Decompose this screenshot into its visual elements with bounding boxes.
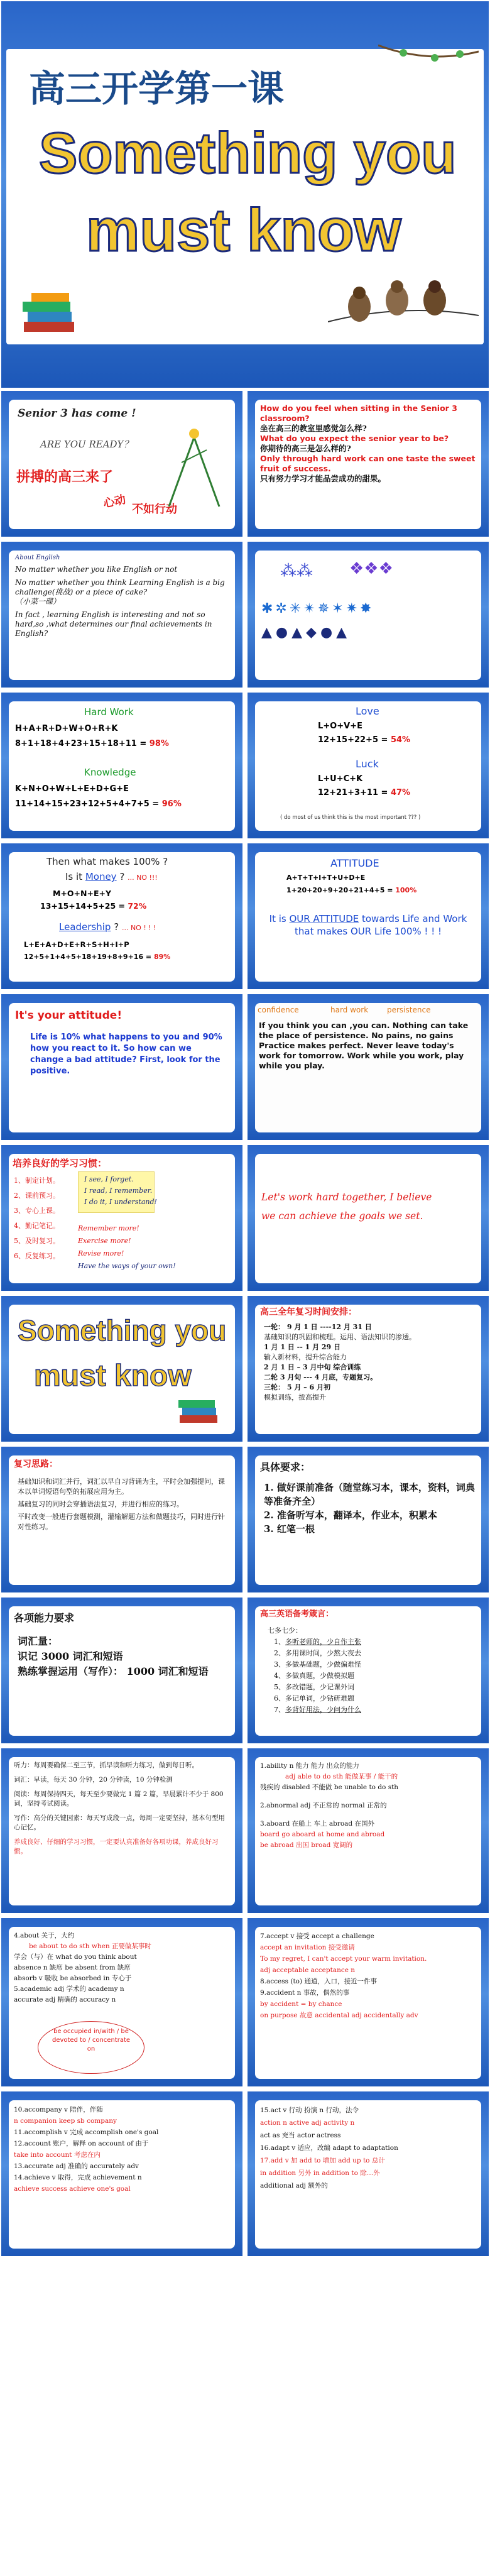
vocab-accompany-line-8: achieve success achieve one's goal bbox=[14, 2185, 131, 2193]
vocab-act-line-5: 17.add v 加 add to 增加 add up to 总计 bbox=[260, 2157, 385, 2164]
love-letters: L+O+V+E bbox=[318, 721, 362, 731]
motto-4: 4、多做真题，少做模拟题 bbox=[274, 1672, 354, 1680]
vocab-master: 熟练掌握运用（写作）： 1000 词汇和短语 bbox=[18, 1665, 209, 1677]
review-item-5: 2 月 1 日 – 3 月中旬 综合训练 bbox=[264, 1363, 361, 1371]
vocab-ability-line-5: 3.aboard 在船上 车上 abroad 在国外 bbox=[260, 1820, 374, 1828]
vocab-accept-card bbox=[255, 1927, 481, 2079]
requirement-2: 2. 准备听写本，翻译本，作业本，积累本 bbox=[264, 1510, 437, 1521]
vocab-act-line-1: 15.act v 行动 扮演 n 行动，法令 bbox=[260, 2107, 359, 2114]
hardwork-value: 98% bbox=[149, 739, 169, 748]
persistence-card bbox=[255, 1003, 481, 1132]
note-line1: I see, I forget. bbox=[84, 1175, 134, 1183]
attitude-card bbox=[255, 852, 481, 982]
money-question: Is it Money ? ... NO !!! bbox=[65, 871, 158, 882]
slide-requirements bbox=[248, 1447, 489, 1592]
word-confidence: confidence bbox=[258, 1006, 299, 1014]
requirement-1: 1. 做好课前准备（随堂练习本，课本，资料，词典等准备齐全） bbox=[264, 1482, 475, 1507]
motto-2: 2、多用课时间，少熬大夜去 bbox=[274, 1649, 361, 1657]
vocab-accompany-line-2: n companion keep sb company bbox=[14, 2117, 117, 2125]
title-english-line2: must know bbox=[86, 197, 401, 264]
about-english-p2: No matter whether you think Learning English is a big challenge(挑战) or a piece of cake? bbox=[15, 578, 225, 596]
skill-habits: 养成良好、仔细的学习习惯，一定要认真准备好各项功课，养成良好习惯。 bbox=[14, 1838, 219, 1855]
own-ways: Have the ways of your own! bbox=[78, 1262, 176, 1270]
title-repeat-line2: must know bbox=[34, 1359, 192, 1393]
vocab-accept-list bbox=[260, 1931, 476, 2021]
review-schedule-list bbox=[264, 1322, 475, 1403]
vocab-accompany-line-7: 14.achieve v 取得，完成 achievement n bbox=[14, 2174, 142, 2181]
badge-heart: 心动 bbox=[102, 493, 128, 511]
review-item-3: 1 月 1 日 -- 1 月 29 日 bbox=[264, 1343, 341, 1351]
vocab-about-line-4: absence n 缺席 be absent from 缺席 bbox=[14, 1964, 131, 1971]
vocab-accept-line-2: accept an invitation 接受邀请 bbox=[260, 1944, 355, 1951]
slide-hardwork-knowledge bbox=[1, 693, 242, 838]
vocab-ability-line-7: be abroad 出国 broad 宽阔的 bbox=[260, 1841, 353, 1849]
shape-icons-row4: ▲●▲◆●▲ bbox=[261, 625, 351, 640]
birds-on-wire-illustration bbox=[328, 265, 479, 359]
note-line3: I do it, I understand! bbox=[84, 1198, 157, 1206]
slide-senior3-card bbox=[9, 400, 235, 529]
vocab-about-line-1: 4.about 关于，大约 bbox=[14, 1932, 75, 1939]
study-habits-heading: 培养良好的学习习惯： bbox=[13, 1158, 107, 1169]
vocab-ability-line-6: board go aboard at home and abroad bbox=[260, 1831, 385, 1838]
vocab-act-line-2: action n active adj activity n bbox=[260, 2119, 355, 2127]
slide-vocab-accept bbox=[248, 1918, 489, 2086]
slide-questions-card bbox=[255, 400, 481, 529]
review-approach-list bbox=[18, 1477, 227, 1532]
vocab-accept-line-4: adj acceptable acceptance n bbox=[260, 1966, 356, 1974]
mottos-list bbox=[274, 1636, 475, 1716]
icons-card bbox=[255, 551, 481, 680]
about-english-p3: In fact , learning English is interesting and not so hard,so ,what determines our final achievements in English? bbox=[15, 610, 212, 638]
flower-icons-row2: ❖❖❖ bbox=[349, 559, 393, 578]
attitude-letters: A+T+T+I+T+U+D+E bbox=[286, 874, 366, 882]
vocab-about-list bbox=[14, 1931, 230, 2005]
study-habits-card bbox=[9, 1154, 235, 1283]
books-illustration bbox=[18, 284, 87, 347]
attitude-value: 100% bbox=[395, 886, 417, 894]
leadership-value: 89% bbox=[153, 953, 171, 961]
vocab-accept-line-1: 7.accept v 接受 accept a challenge bbox=[260, 1932, 374, 1940]
exercise-more: Exercise more! bbox=[78, 1237, 131, 1245]
runner-illustration bbox=[156, 425, 232, 513]
remember-more: Remember more! bbox=[78, 1224, 139, 1232]
luck-heading: Luck bbox=[356, 758, 379, 770]
vocab-accompany-line-1: 10.accompany v 陪伴，伴随 bbox=[14, 2106, 103, 2113]
slide-work-hard-together bbox=[248, 1145, 489, 1291]
hardwork-heading: Hard Work bbox=[84, 706, 134, 718]
motto-5: 5、多改错题，少记课外词 bbox=[274, 1683, 354, 1691]
slide-study-habits bbox=[1, 1145, 242, 1291]
star-icons-row3: ✱✲✳✴✵✶✷✸ bbox=[261, 601, 374, 617]
vocab-about-line-6: 5.academic adj 学术的 academy n bbox=[14, 1985, 124, 1993]
q1-english: How do you feel when sitting in the Senior 3 classroom? bbox=[260, 403, 457, 423]
review-item-8: 模拟训练，拔高提升 bbox=[264, 1393, 326, 1401]
vocab-accompany-line-6: 13.accurate adj 准确的 accurately adv bbox=[14, 2162, 139, 2170]
title-repeat-card bbox=[9, 1305, 235, 1434]
vocab-accept-line-8: on purpose 故意 accidental adj accidentally adv bbox=[260, 2012, 418, 2019]
vocab-act-line-4: 16.adapt v 适应，改编 adapt to adaptation bbox=[260, 2144, 398, 2152]
title-repeat-line1: Something you bbox=[18, 1314, 227, 1347]
motto-1: 1、多听老师的，少自作主张 bbox=[274, 1638, 361, 1646]
slide-persistence bbox=[248, 994, 489, 1140]
vocab-act-line-6: in addition 另外 in addition to 除…外 bbox=[260, 2169, 380, 2177]
habit-3: 3、专心上课。 bbox=[14, 1207, 60, 1215]
requirements-heading: 具体要求： bbox=[260, 1461, 311, 1473]
vocab-ability-list bbox=[260, 1761, 476, 1851]
slide-about-english bbox=[1, 542, 242, 688]
vocab-accompany-list bbox=[14, 2104, 230, 2195]
luck-value: 47% bbox=[390, 788, 411, 797]
branch-illustration bbox=[378, 39, 479, 77]
approach-item-1: 基础知识和词汇并行，词汇以早自习背诵为主，平时会加强提问，课本以单词短语句型的拓展应用为主。 bbox=[18, 1477, 225, 1496]
leadership-letters: L+E+A+D+E+R+S+H+I+P bbox=[24, 940, 129, 949]
your-attitude-text: Life is 10% what happens to you and 90% how you react to it. So how can we change a bad attitude? First, look for the positive. bbox=[30, 1033, 222, 1076]
knowledge-heading: Knowledge bbox=[84, 767, 136, 778]
vocab-act-card bbox=[255, 2100, 481, 2249]
knowledge-sum: 11+14+15+23+12+5+4+7+5 = 96% bbox=[15, 799, 182, 809]
skill-vocabulary: 词汇：早读，每天 30 分钟，20 分钟读，10 分钟检测 bbox=[14, 1776, 173, 1784]
slide-skill-practice bbox=[1, 1748, 242, 1913]
slide-vocab-about bbox=[1, 1918, 242, 2086]
review-approach-card bbox=[9, 1455, 235, 1585]
q3-english: Only through hard work can one taste the sweet fruit of success. bbox=[260, 454, 476, 473]
vocab-about-line-2: be about to do sth when 正要做某事时 bbox=[29, 1943, 151, 1950]
badge-action: 不如行动 bbox=[132, 503, 177, 516]
revise-more: Revise more! bbox=[78, 1249, 124, 1258]
motto-7: 7、多背好用法，少问为什么 bbox=[274, 1706, 361, 1714]
senior3-heading: Senior 3 has come ! bbox=[18, 407, 136, 420]
review-item-4: 输入新材料，提升综合能力 bbox=[264, 1353, 347, 1361]
your-attitude-card bbox=[9, 1003, 235, 1132]
ready-question: ARE YOU READY？ bbox=[40, 439, 133, 450]
skill-reading: 阅读：每周保持四天，每天至少要做完 1 篇 2 篇，早晨累计不少于 800 词，坚持考试阅读。 bbox=[14, 1790, 224, 1807]
mottos-sub: 七多七少： bbox=[268, 1626, 302, 1635]
motto-3: 3、多做基础题，少做偏难怪 bbox=[274, 1660, 361, 1669]
slide-title-repeat bbox=[1, 1296, 242, 1442]
vocab-about-line-3: 学会（与）在 what do you think about bbox=[14, 1953, 137, 1961]
title-english-line1: Something you bbox=[39, 121, 457, 185]
vocab-accept-line-6: 9.accident n 事故，偶然的事 bbox=[260, 1989, 350, 1997]
q3-chinese: 只有努力学习才能品尝成功的甜果。 bbox=[260, 474, 386, 483]
luck-sum: 12+21+3+11 = 47% bbox=[318, 788, 411, 797]
vocab-accompany-line-5: take into account 考虑在内 bbox=[14, 2151, 101, 2159]
hardwork-sum: 8+1+18+4+23+15+18+11 = 98% bbox=[15, 739, 169, 748]
slide-exam-mottos bbox=[248, 1598, 489, 1743]
vocab-label: 词汇量： bbox=[18, 1635, 58, 1647]
review-item-6: 二轮 3 月旬 --- 4 月底，专题复习。 bbox=[264, 1373, 378, 1381]
slide-vocab-accompany bbox=[1, 2091, 242, 2256]
word-hard-work: hard work bbox=[330, 1006, 369, 1014]
skill-writing: 写作：高分的关键因素：每天写成段一点，每周一定要坚持，基本句型用心记忆。 bbox=[14, 1814, 225, 1831]
vocab-about-card bbox=[9, 1927, 235, 2079]
senior3-chinese-slogan: 拼搏的高三来了 bbox=[16, 469, 114, 485]
attitude-statement: It is OUR ATTITUDE towards Life and Work that makes OUR Life 100% ! ! ! bbox=[269, 913, 467, 937]
vocab-act-list bbox=[260, 2104, 476, 2192]
review-schedule-heading: 高三全年复习时间安排： bbox=[260, 1307, 357, 1317]
q2-chinese: 你期待的高三是怎么样的? bbox=[260, 444, 351, 453]
vocab-act-line-7: additional adj 额外的 bbox=[260, 2182, 328, 2190]
habit-4: 4、勤记笔记。 bbox=[14, 1222, 60, 1230]
skill-practice-card bbox=[9, 1757, 235, 1905]
about-english-card bbox=[9, 551, 235, 680]
knowledge-letters: K+N+O+W+L+E+D+G+E bbox=[15, 784, 129, 794]
vocab-ability-line-3: 残疾的 disabled 不能做 be unable to do sth bbox=[260, 1784, 399, 1791]
mottos-heading: 高三英语备考箴言： bbox=[260, 1609, 334, 1619]
requirements-card bbox=[255, 1455, 481, 1585]
requirement-3: 3. 红笔一根 bbox=[264, 1523, 315, 1535]
money-value: 72% bbox=[128, 901, 147, 911]
vocab-ability-card bbox=[255, 1757, 481, 1905]
title-chinese: 高三开学第一课 bbox=[29, 67, 285, 110]
slide-your-attitude bbox=[1, 994, 242, 1140]
then-what-line: Then what makes 100% ? bbox=[46, 856, 168, 867]
persistence-text: If you think you can ,you can. Nothing can take the place of persistence. No pains, no gains Practice makes perfect. Never leave today's work for tomorrow. Work while you work, play while you play. bbox=[259, 1021, 469, 1070]
love-sum: 12+15+22+5 = 54% bbox=[318, 735, 411, 745]
work-hard-card bbox=[255, 1154, 481, 1283]
vocab-memorize: 识记 3000 词汇和短语 bbox=[18, 1650, 123, 1662]
knowledge-value: 96% bbox=[161, 799, 182, 809]
approach-item-3: 平时改变一般进行套题模测，灌输解题方法和做题技巧，同时进行针对性练习。 bbox=[18, 1513, 225, 1531]
about-english-p2b: （小菜一碟） bbox=[15, 597, 61, 606]
review-item-1: 一轮： 9 月 1 日 ----12 月 31 日 bbox=[264, 1323, 372, 1331]
hardwork-letters: H+A+R+D+W+O+R+K bbox=[15, 724, 118, 733]
work-hard-line2: we can achieve the goals we set. bbox=[261, 1210, 423, 1222]
vocab-accept-line-3: To my regret, I can't accept your warm invitation. bbox=[260, 1955, 427, 1963]
skill-practice-list bbox=[14, 1761, 230, 1856]
slide-vocab-act bbox=[248, 2091, 489, 2256]
approach-item-2: 基础复习的同时会穿插语法复习，并进行相应的练习。 bbox=[18, 1500, 183, 1508]
attitude-sum: 1+20+20+9+20+21+4+5 = 100% bbox=[286, 886, 417, 894]
slide-vocab-ability bbox=[248, 1748, 489, 1913]
requirements-list bbox=[264, 1481, 475, 1536]
vocab-about-line-7: accurate adj 精确的 accuracy n bbox=[14, 1996, 116, 2003]
snowflake-icons-row1: ⁂⁂ bbox=[280, 562, 313, 581]
title-repeat-books-illustration bbox=[176, 1393, 226, 1430]
slide-review-schedule bbox=[248, 1296, 489, 1442]
leadership-sum: 12+5+1+4+5+18+19+8+9+16 = 89% bbox=[24, 953, 171, 961]
vocab-act-line-3: act as 充当 actor actress bbox=[260, 2132, 341, 2139]
slide-money-leadership bbox=[1, 843, 242, 989]
love-heading: Love bbox=[356, 705, 379, 717]
vocab-accept-line-7: by accident = by chance bbox=[260, 2000, 342, 2008]
money-letters: M+O+N+E+Y bbox=[53, 889, 112, 898]
habit-6: 6、反复练习。 bbox=[14, 1252, 60, 1260]
ability-list bbox=[18, 1634, 229, 1679]
occupied-bubble-text: be occupied in/with / be devoted to / concentrate on bbox=[52, 2028, 131, 2053]
skill-listening: 听力：每周要确保二至三节，抓早读和听力练习，做到每日听。 bbox=[14, 1762, 199, 1769]
habit-5: 5、及时复习。 bbox=[14, 1237, 60, 1245]
love-luck-card bbox=[255, 701, 481, 831]
vocab-accompany-line-3: 11.accomplish v 完成 accomplish one's goal bbox=[14, 2129, 159, 2136]
word-persistence: persistence bbox=[387, 1006, 431, 1014]
money-sum: 13+15+14+5+25 = 72% bbox=[40, 901, 147, 911]
about-english-label: About English bbox=[15, 554, 60, 561]
habit-2: 2、课前预习。 bbox=[14, 1192, 60, 1200]
vocab-ability-line-2: adj able to do sth 能做某事 / 能干的 bbox=[285, 1773, 398, 1780]
attitude-heading: ATTITUDE bbox=[330, 857, 379, 869]
vocab-accept-line-5: 8.access (to) 通道，入口，接近一件事 bbox=[260, 1978, 377, 1985]
review-approach-heading: 复习思路： bbox=[14, 1459, 58, 1469]
work-hard-line1: Let's work hard together, I believe bbox=[261, 1192, 432, 1203]
slide-review-approach bbox=[1, 1447, 242, 1592]
habit-1: 1、制定计划。 bbox=[14, 1176, 60, 1185]
slide-senior3 bbox=[1, 391, 242, 537]
slide-questions bbox=[248, 391, 489, 537]
luck-letters: L+U+C+K bbox=[318, 774, 363, 784]
vocab-ability-line-1: 1.ability n 能力 能力 出众的能力 bbox=[260, 1762, 359, 1770]
slide-ability-requirements bbox=[1, 1598, 242, 1743]
ability-heading: 各项能力要求 bbox=[14, 1612, 75, 1624]
title-slide bbox=[1, 1, 489, 388]
leadership-question: Leadership ? ... NO ! ! ! bbox=[59, 921, 156, 933]
slide-love-luck bbox=[248, 693, 489, 838]
motto-6: 6、多记单词，少钻研难题 bbox=[274, 1694, 354, 1702]
love-value: 54% bbox=[390, 735, 411, 745]
mottos-card bbox=[255, 1606, 481, 1736]
about-english-p1: No matter whether you like English or not bbox=[15, 565, 178, 574]
hardwork-card bbox=[9, 701, 235, 831]
q2-english: What do you expect the senior year to be? bbox=[260, 434, 449, 443]
vocab-ability-line-4: 2.abnormal adj 不正常的 normal 正常的 bbox=[260, 1802, 387, 1809]
vocab-accompany-card bbox=[9, 2100, 235, 2249]
vocab-accompany-line-4: 12.account 账户，解释 on account of 由于 bbox=[14, 2140, 149, 2147]
your-attitude-heading: It's your attitude! bbox=[15, 1009, 122, 1022]
money-card bbox=[9, 852, 235, 982]
ability-card bbox=[9, 1606, 235, 1736]
vocab-about-line-5: absorb v 吸收 be absorbed in 专心于 bbox=[14, 1975, 132, 1982]
review-item-7: 三轮： 5 月 – 6 月初 bbox=[264, 1383, 330, 1391]
q1-chinese: 坐在高三的教室里感觉怎么样? bbox=[260, 424, 367, 433]
slide-icons bbox=[248, 542, 489, 688]
note-line2: I read, I remember. bbox=[84, 1187, 153, 1195]
slide-attitude bbox=[248, 843, 489, 989]
luck-note: ( do most of us think this is the most important ??? ) bbox=[280, 814, 421, 821]
review-item-2: 基础知识的巩固和梳理。运用、语法知识的渗透。 bbox=[264, 1333, 416, 1341]
review-schedule-card bbox=[255, 1305, 481, 1434]
